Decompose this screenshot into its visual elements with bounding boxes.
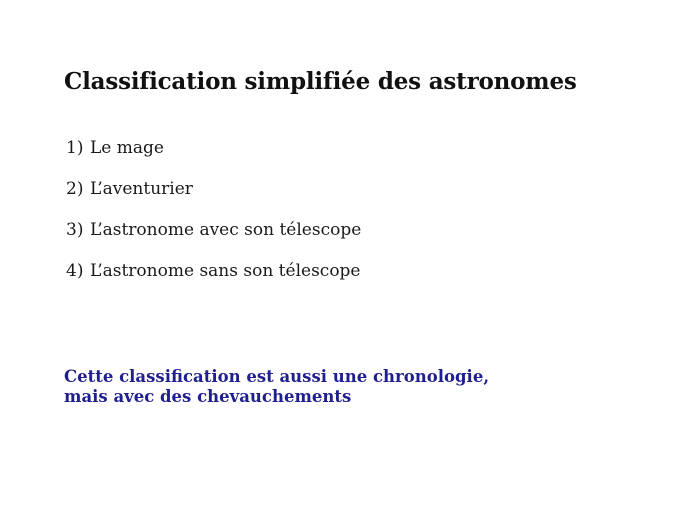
astronomer-list	[66, 138, 361, 302]
list-item	[66, 261, 361, 302]
list-item-text: L’astronome sans son télescope	[90, 261, 361, 281]
list-item	[66, 138, 361, 179]
list-item	[66, 179, 361, 220]
list-item-number: 1)	[66, 138, 84, 158]
list-item-number: 3)	[66, 220, 84, 240]
list-item	[66, 220, 361, 261]
note-line-2: mais avec des chevauchements	[64, 387, 352, 406]
note-line-1: Cette classification est aussi une chronologie,	[64, 367, 490, 386]
slide-title: Classification simplifiée des astronomes	[64, 68, 577, 95]
list-item-number: 4)	[66, 261, 84, 281]
list-item-number: 2)	[66, 179, 84, 199]
list-item-text: L’aventurier	[90, 179, 193, 199]
list-item-text: L’astronome avec son télescope	[90, 220, 362, 240]
list-item-text: Le mage	[90, 138, 164, 158]
chronology-note	[64, 367, 489, 407]
